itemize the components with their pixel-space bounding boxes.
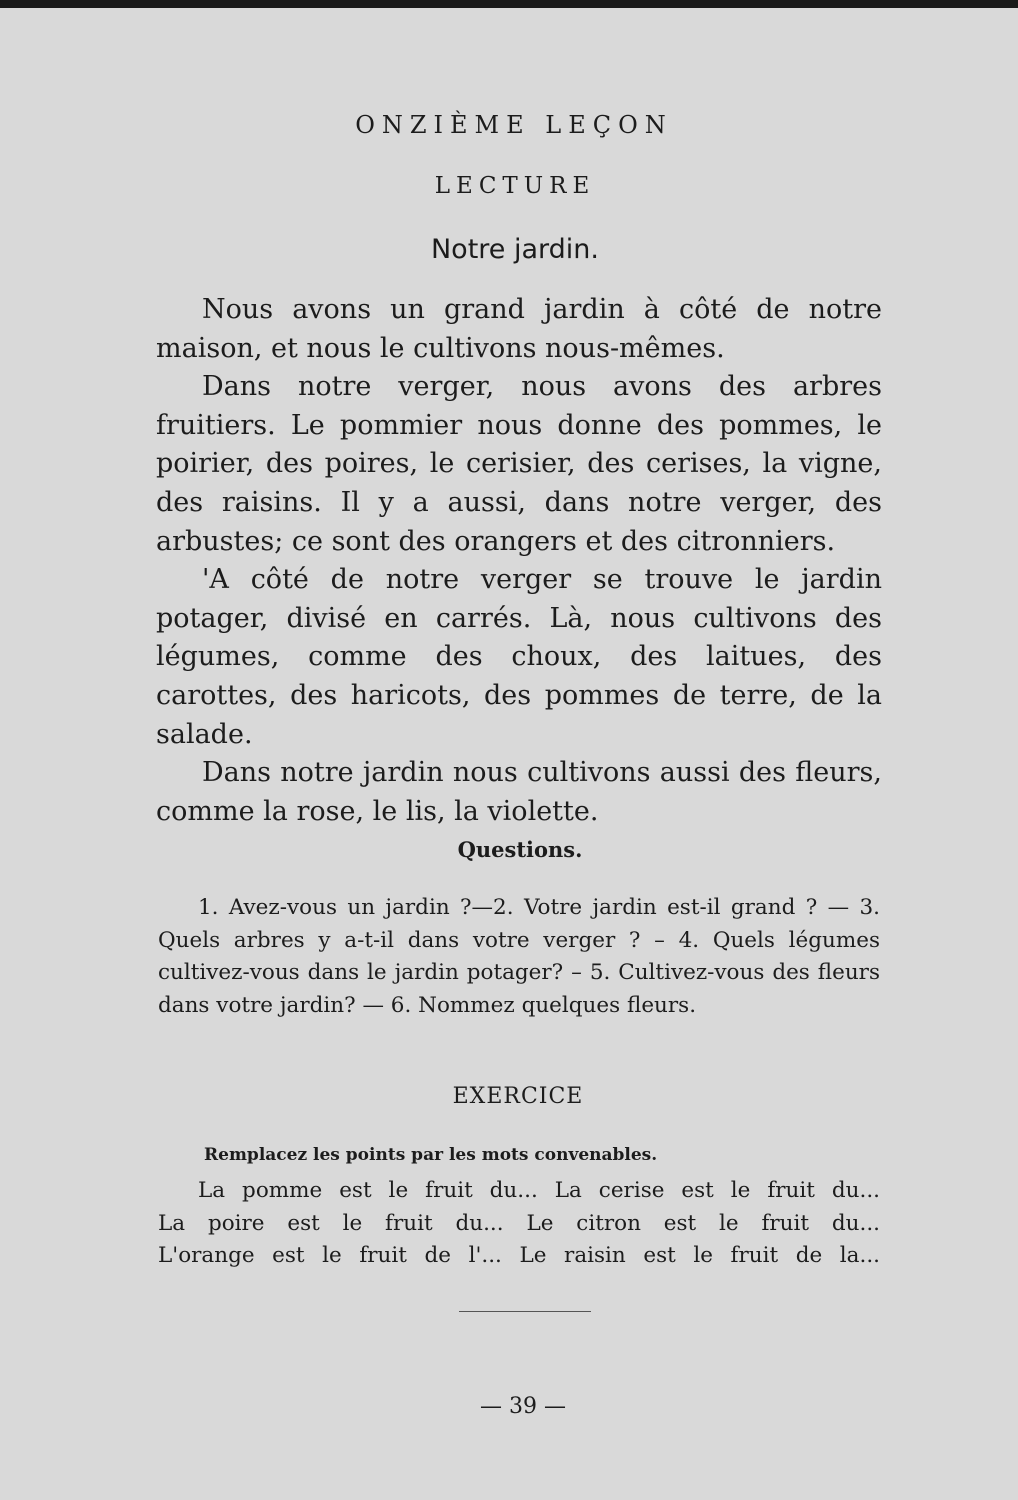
exercise-line: L'orange est le fruit de l'... Le raisin est le fruit de la... [158,1243,880,1268]
reading-paragraph: Dans notre jardin nous cultivons aussi des fleurs, comme la rose, le lis, la violette. [156,757,882,827]
reading-title: Notre jardin. [430,234,599,265]
reading-paragraph: Nous avons un grand jardin à côté de notre maison, et nous le cultivons nous-mêmes. [156,294,882,364]
lesson-title: ONZIÈME LEÇON [355,111,673,139]
section-title: LECTURE [434,173,596,199]
reading-paragraph: 'A côté de notre verger se trouve le jardin potager, divisé en carrés. Là, nous cultivons des légumes, comme des choux, des laitues, des carottes, des haricots, des pommes de terre, de la salade. [156,564,882,750]
questions-title: Questions. [457,837,583,862]
divider-rule [459,1311,591,1312]
reading-paragraph: Dans notre verger, nous avons des arbres fruitiers. Le pommier nous donne des pommes, le poirier, des poires, le cerisier, des cerises, la vigne, des raisins. Il y a aussi, dans notre verger, des arbustes; ce sont des orangers et des citronniers. [156,371,882,557]
exercise-title: EXERCICE [452,1084,584,1109]
page-number: — 39 — [480,1394,566,1419]
book-page [0,8,1018,1500]
questions-text: 1. Avez-vous un jardin ?—2. Votre jardin est-il grand ? — 3. Quels arbres y a-t-il dans votre verger ? – 4. Quels légumes cultivez-vous dans le jardin potager? – 5. Cultivez-vous des fleurs dans votre jardin? — 6. Nommez quelques fleurs. [158,895,880,1018]
exercise-instruction: Remplacez les points par les mots convenables. [204,1145,658,1165]
exercise-line: La pomme est le fruit du... La cerise est le fruit du... [198,1178,880,1203]
exercise-line: La poire est le fruit du... Le citron est le fruit du... [158,1211,880,1236]
reading-text [156,291,882,831]
